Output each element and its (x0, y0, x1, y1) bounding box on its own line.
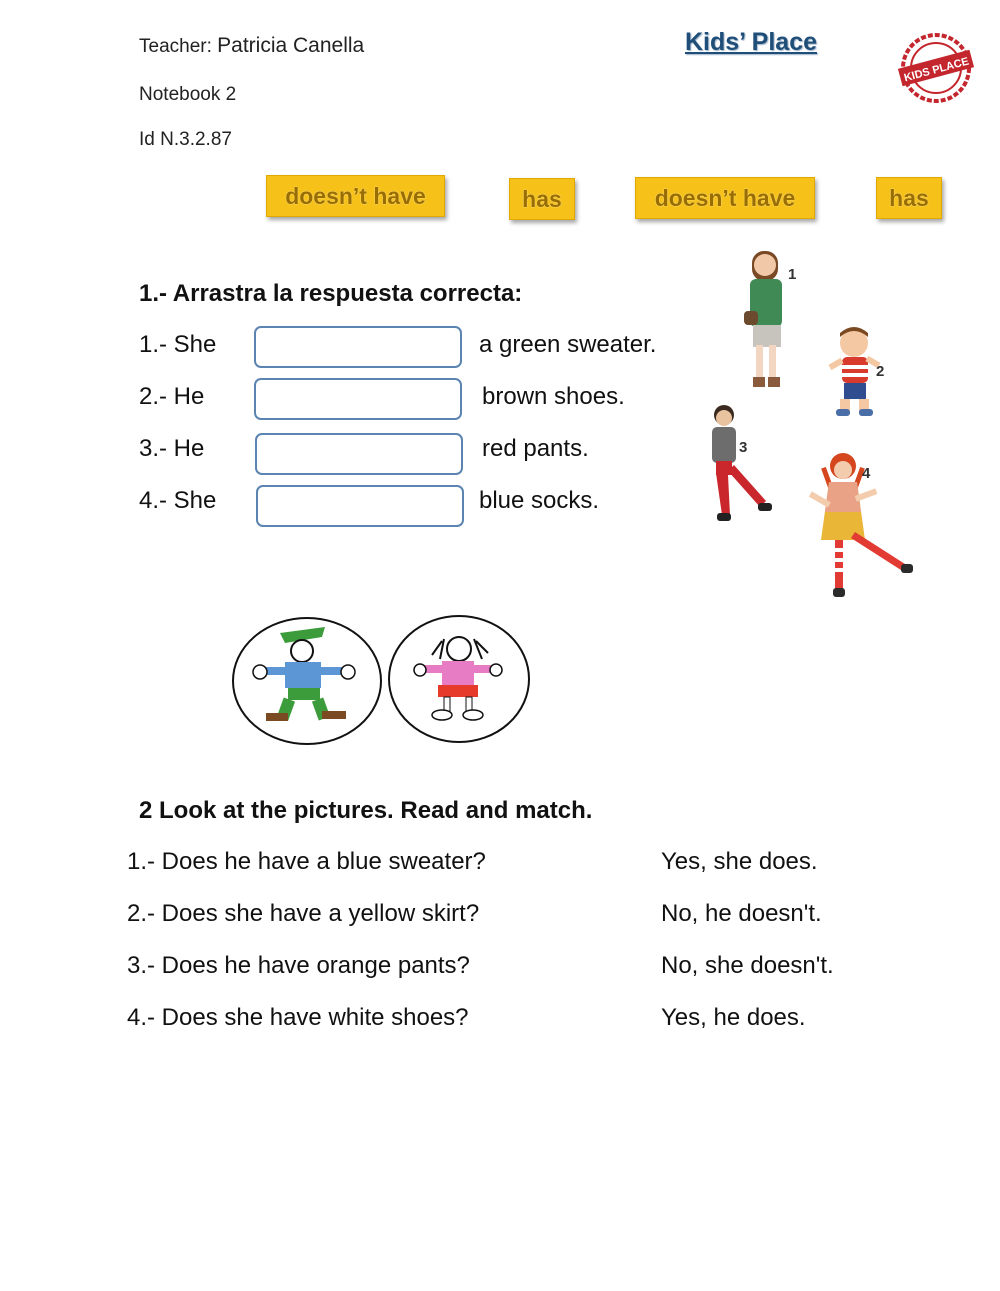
row2-suffix: brown shoes. (482, 383, 625, 410)
picture-number-1: 1 (788, 266, 797, 283)
chip-doesnt-have-2[interactable]: doesn’t have (635, 177, 815, 219)
answer-drop-zone-4[interactable] (256, 485, 464, 527)
answer-3[interactable]: No, she doesn't. (661, 952, 834, 979)
row4-suffix: blue socks. (479, 487, 600, 514)
chip-has-1[interactable]: has (509, 178, 575, 220)
answer-drop-zone-3[interactable] (255, 433, 463, 475)
picture-number-2: 2 (876, 363, 885, 380)
question-1: 1.- Does he have a blue sweater? (127, 848, 486, 875)
girl-striped-socks-picture (803, 452, 918, 602)
chip-has-2[interactable]: has (876, 177, 942, 219)
row3-prefix: 3.- He (139, 435, 205, 462)
brand-title: Kids’ Place (685, 28, 818, 56)
svg-text:KIDS PLACE: KIDS PLACE (902, 55, 971, 85)
question-4: 4.- Does she have white shoes? (127, 1004, 469, 1031)
exercise2-title: 2 Look at the pictures. Read and match. (139, 797, 593, 824)
answer-drop-zone-2[interactable] (254, 378, 462, 420)
row2-prefix: 2.- He (139, 383, 205, 410)
row1-suffix: a green sweater. (479, 331, 657, 358)
answer-drop-zone-1[interactable] (254, 326, 462, 368)
chip-doesnt-have-1[interactable]: doesn’t have (266, 175, 445, 217)
row4-prefix: 4.- She (139, 487, 217, 514)
exercise1-title: 1.- Arrastra la respuesta correcta: (139, 280, 523, 307)
answer-1[interactable]: Yes, she does. (661, 848, 818, 875)
picture-number-4: 4 (862, 465, 871, 482)
picture-number-3: 3 (739, 439, 748, 456)
question-3: 3.- Does he have orange pants? (127, 952, 470, 979)
row3-suffix: red pants. (482, 435, 589, 462)
boy-red-shirt-picture (826, 325, 881, 420)
answer-4[interactable]: Yes, he does. (661, 1004, 806, 1031)
kids-place-stamp-logo (897, 33, 975, 103)
boy-red-pants-picture (702, 403, 774, 528)
id-label: Id N.3.2.87 (139, 129, 232, 150)
row1-prefix: 1.- She (139, 331, 217, 358)
teacher-name: Patricia Canella (217, 34, 365, 57)
teacher-line (139, 34, 364, 58)
notebook-label: Notebook 2 (139, 84, 237, 105)
cartoon-children-picture (230, 615, 535, 750)
answer-2[interactable]: No, he doesn't. (661, 900, 822, 927)
teacher-label: Teacher: (139, 36, 212, 57)
question-2: 2.- Does she have a yellow skirt? (127, 900, 480, 927)
